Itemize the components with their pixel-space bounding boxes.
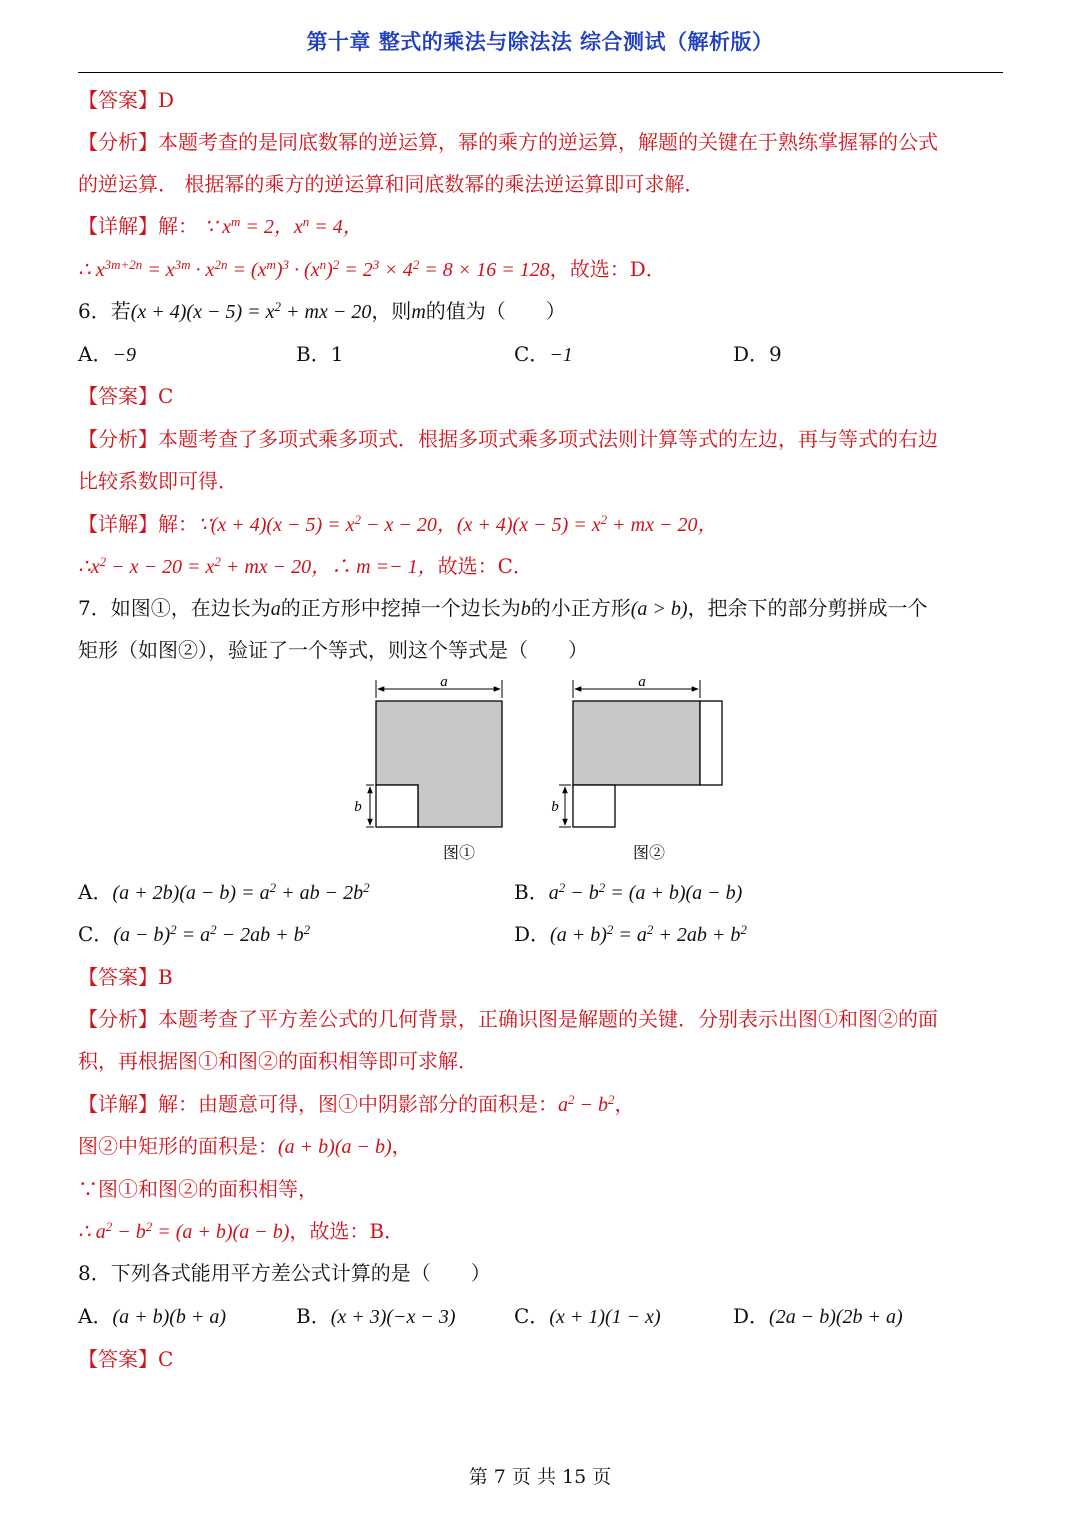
q8-answer: 【答案】C xyxy=(78,1347,174,1371)
q5-analysis-1: 【分析】本题考查的是同底数幂的逆运算，幂的乘方的逆运算，解题的关键在于熟练掌握幂的公式 xyxy=(78,130,938,154)
q8-option-b: B．(x + 3)(−x − 3) xyxy=(296,1304,456,1328)
q7-detail-1: 【详解】解：由题意可得，图①中阴影部分的面积是：$a^2 - b^2$， xyxy=(78,1091,635,1116)
figure-1-caption: 图① xyxy=(442,845,476,862)
figure-2-label-a: a xyxy=(638,674,646,690)
q6-detail-1: 【详解】解：∵(x + $4)(x - 5) = x^2 - x - 20$，$(x + 4)(x - 5) = x^2$ + mx − 20， xyxy=(78,511,718,536)
q6-option-c: C．−1 xyxy=(514,342,573,366)
q6-stem: 6．若$(x + 4)(x - 5) = x^2$ + mx − 20，则m的值为（ ） xyxy=(78,298,566,323)
page-footer: 第 7 页 共 15 页 xyxy=(468,1466,612,1488)
figure-2-small-square xyxy=(573,785,615,827)
q7-detail-3: ∵图①和图②的面积相等， xyxy=(78,1177,318,1201)
q6-option-d: D．9 xyxy=(733,342,782,366)
q7-option-d: D．$(a + b)^2 = a^2 + 2ab + b^2$ xyxy=(514,921,747,946)
figure-2-caption: 图② xyxy=(632,845,666,862)
q5-detail-2: ∴ $x^{3m+2n} = x^{3m} \cdot x^{2n} = (x^m)^3 \cdot (x^n)^2 = 2^3 \times 4^2 = 8 \times 16 = 128$，故选：D． xyxy=(78,256,666,281)
figure-2-label-b: b xyxy=(551,799,559,815)
q5-detail-1: 【详解】解： ∵ $x^m = 2$，$x^n = 4$， xyxy=(78,213,363,238)
q8-stem: 8．下列各式能用平方差公式计算的是（ ） xyxy=(78,1261,491,1285)
q7-detail-4: ∴ $a^2 - b^2 = (a + b)(a - b)$，故选：B． xyxy=(78,1218,405,1243)
q5-analysis-2: 的逆运算． 根据幂的乘方的逆运算和同底数幂的乘法逆运算即可求解． xyxy=(78,172,705,196)
q8-option-d: D．(2a − b)(2b + a) xyxy=(733,1304,903,1328)
figure-1 xyxy=(354,674,502,862)
q7-option-b: B．$a^2 - b^2 = (a + b)(a - b)$ xyxy=(514,879,743,904)
q6-analysis-2: 比较系数即可得． xyxy=(78,469,238,493)
q7-option-a: A．$(a + 2b)(a - b) = a^2$ + ab − $2b^2$ xyxy=(78,879,370,904)
q6-detail-2: $\therefore x^2 - x - 20 = x^2$ + mx − 20，∴ m =− 1，故选：C． xyxy=(78,553,533,578)
q8-option-c: C．(x + 1)(1 − x) xyxy=(514,1304,661,1328)
figure-2 xyxy=(551,674,722,862)
q7-analysis-2: 积，再根据图①和图②的面积相等即可求解． xyxy=(78,1049,478,1073)
q5-answer: 【答案】D xyxy=(78,88,175,112)
page-header-title: 第十章 整式的乘法与除法法 综合测试（解析版） xyxy=(306,30,774,54)
q7-option-c: C．$(a - b)^2 = a^2 - 2ab + b^2$ xyxy=(78,921,311,946)
q6-option-a: A．−9 xyxy=(78,342,136,366)
q7-detail-2: 图②中矩形的面积是：(a + b)(a − b)， xyxy=(78,1134,412,1158)
header-rule xyxy=(78,72,1003,73)
q6-option-b: B．1 xyxy=(296,342,344,366)
figure-1-small-square xyxy=(376,785,418,827)
q8-option-a: A．(a + b)(b + a) xyxy=(78,1304,227,1328)
q7-analysis-1: 【分析】本题考查了平方差公式的几何背景，正确识图是解题的关键．分别表示出图①和图②的面 xyxy=(78,1007,938,1031)
figure-2-side-strip xyxy=(700,701,722,785)
q6-answer: 【答案】C xyxy=(78,384,174,408)
q7-answer: 【答案】B xyxy=(78,965,173,989)
figure-1-label-b: b xyxy=(354,799,362,815)
figure-1-label-a: a xyxy=(440,674,448,690)
q7-figure xyxy=(340,672,740,872)
figure-2-rectangle xyxy=(573,701,700,785)
q7-stem-2: 矩形（如图②），验证了一个等式，则这个等式是（ ） xyxy=(78,638,588,662)
q6-analysis-1: 【分析】本题考查了多项式乘多项式．根据多项式乘多项式法则计算等式的左边，再与等式的右边 xyxy=(78,427,938,451)
q7-stem-1: 7．如图①，在边长为a的正方形中挖掉一个边长为b的小正方形(a > b)，把余下的部分剪拼成一个 xyxy=(78,596,928,620)
